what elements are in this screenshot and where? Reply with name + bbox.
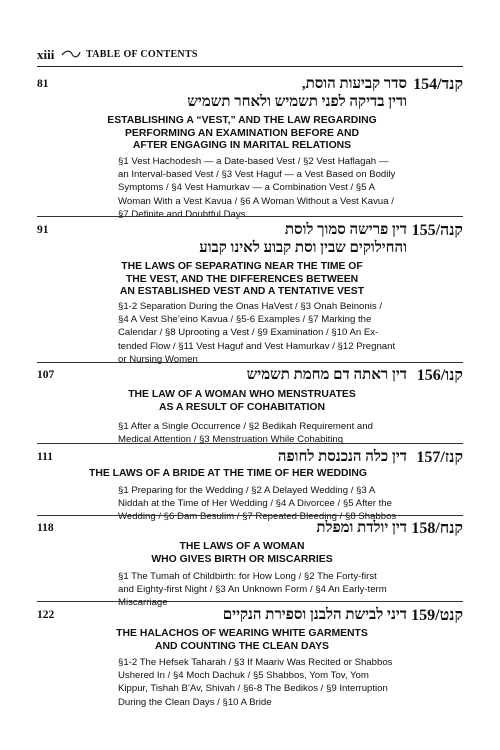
entry-number: קנד/154 — [413, 76, 463, 93]
entry-description: §1-2 The Hefsek Taharah / §3 If Maariv Was Recited or Shabbos Ushered In / §4 Moch Dachuk / §5 Shabbos, Yom Tov, Yom Kippur, Tishah B’Av, Shivah / §6-8 The Bedikos / §9 Interruption During the Clean Days / §10 A Bride — [118, 657, 393, 708]
entry-page: 118 — [37, 522, 54, 534]
toc-entry[interactable] — [37, 76, 463, 244]
entry-hebrew-title: דין כלה הנכנסת לחופה — [277, 449, 407, 465]
entry-english-title: THE LAW OF A WOMAN WHO MENSTRUATES AS A RESULT OF COHABITATION — [128, 389, 356, 413]
entry-english-title: ESTABLISHING A “VEST,” AND THE LAW REGARDING PERFORMING AN EXAMINATION BEFORE AND AFTER ENGAGING IN MARITAL RELATIONS — [107, 115, 377, 151]
entry-page: 81 — [37, 78, 49, 90]
entry-hebrew-title: ודין בדיקה לפני תשמיש ולאחר תשמיש — [187, 94, 407, 110]
page-number: xiii — [37, 47, 55, 62]
toc-entry[interactable] — [37, 449, 463, 523]
ornament-icon — [61, 47, 81, 63]
entry-divider — [37, 443, 463, 444]
entry-divider — [37, 601, 463, 602]
entry-description: §1 Preparing for the Wedding / §2 A Delayed Wedding / §3 A Niddah at the Time of Her Wedding / §4 A Divorcee / §5 After the Wedding / §6 Dam Besulim / §7 Repeated Bleeding / §8 Shabbos — [118, 485, 397, 523]
entry-page: 122 — [37, 609, 55, 621]
entry-description: §1-2 Separation During the Onas HaVest / §3 Onah Beinonis / §4 A Vest She’eino Kavua / §5-6 Examples / §7 Marking the Calendar / §8 Uprooting a Vest / §9 Examination / §10 An Ex- tended Flow / §11 Vest Haguf and Vest Hamurkav / §12 Pregnant or Nursing Women — [118, 301, 396, 365]
entry-hebrew-title: דין ראתה דם מחמת תשמיש — [246, 367, 407, 383]
toc-entry[interactable] — [37, 367, 463, 447]
entry-english-title: THE LAWS OF A WOMAN WHO GIVES BIRTH OR MISCARRIES — [151, 541, 333, 565]
entry-number: קנט/159 — [411, 607, 463, 624]
entry-hebrew-title: דיני לבישת הלבנן וספירת הנקיים — [222, 607, 407, 623]
entry-divider — [37, 515, 463, 516]
header-title: TABLE OF CONTENTS — [86, 49, 198, 60]
entry-page: 107 — [37, 369, 55, 381]
entry-number: קנה/155 — [411, 222, 463, 239]
header-rule — [37, 66, 463, 67]
entry-hebrew-title: סדר קביעות הוסת, — [301, 76, 407, 92]
entry-english-title: THE HALACHOS OF WEARING WHITE GARMENTS AND COUNTING THE CLEAN DAYS — [116, 628, 368, 652]
entry-hebrew-title: דין יולדת ומפלת — [316, 520, 407, 536]
toc-entry[interactable] — [37, 520, 463, 609]
entry-hebrew-title: דין פרישה סמוך לוסת — [284, 222, 407, 238]
entry-english-title: THE LAWS OF SEPARATING NEAR THE TIME OF THE VEST, AND THE DIFFERENCES BETWEEN AN ESTABLISHED VEST AND A TENTATIVE VEST — [119, 261, 365, 297]
entry-number: קנז/157 — [416, 449, 463, 466]
toc-entry[interactable] — [37, 222, 463, 365]
entry-divider — [37, 216, 463, 217]
page-header — [37, 44, 463, 64]
entry-english-title: THE LAWS OF A BRIDE AT THE TIME OF HER WEDDING — [88, 468, 368, 479]
entry-number: קנו/156 — [416, 367, 463, 384]
entry-page: 111 — [37, 451, 53, 463]
entry-hebrew-title: והחילוקים שבין וסת קבוע לאינו קבוע — [199, 240, 407, 256]
entry-description: §1 After a Single Occurrence / §2 Bedikah Requirement and Medical Attention / §3 Menstruation While Cohabiting — [118, 421, 373, 446]
entry-description: §1 Vest Hachodesh — a Date-based Vest / §2 Vest Haflagah — an Interval-based Vest / §3 Vest Haguf — a Vest Based on Bodily Symptoms / §4 Vest Hamurkav — a Combination Vest / §5 A Woman With a Vest Kavua / §6 A Woman Without a Vest Kavua / §7 Definite and Doubtful Days — [118, 156, 396, 220]
toc-entry[interactable] — [37, 607, 463, 747]
entry-divider — [37, 362, 463, 363]
entry-number: קנח/158 — [411, 520, 463, 537]
entry-description: §1 The Tumah of Childbirth: for How Long / §2 The Forty-first and Eighty-first Night / §3 An Unknown Form / §4 An Early-term Miscarriage — [118, 571, 387, 609]
entry-page: 91 — [37, 224, 49, 236]
